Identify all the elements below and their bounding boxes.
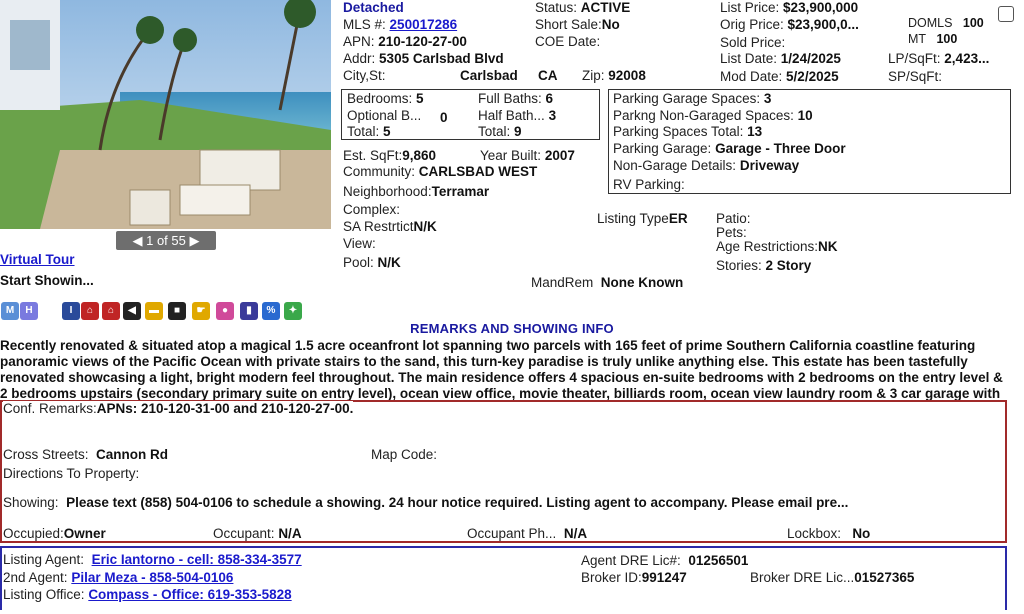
tag-icon[interactable]: ◀ — [123, 302, 141, 320]
sign-icon[interactable]: ■ — [168, 302, 186, 320]
city-row: City,St: — [343, 68, 386, 83]
photo-pager[interactable] — [116, 231, 216, 250]
total-baths-row: Total: 9 — [478, 124, 522, 139]
second-agent-link[interactable]: Pilar Meza - 858-504-0106 — [71, 570, 234, 585]
occupant-row: Occupant: N/A — [213, 526, 302, 541]
lockbox-row: Lockbox: No — [787, 526, 871, 541]
apn-row: APN: 210-120-27-00 — [343, 34, 467, 49]
short-sale-row: Short Sale:No — [535, 17, 620, 32]
sold-price-row: Sold Price: — [720, 35, 786, 50]
percent-icon[interactable]: % — [262, 302, 280, 320]
optional-row: Optional B... — [347, 108, 422, 123]
mls-link[interactable]: 250017286 — [389, 17, 458, 32]
neighborhood-row: Neighborhood:Terramar — [343, 184, 490, 199]
cross-streets-row: Cross Streets: Cannon Rd — [3, 447, 169, 462]
occupied-row: Occupied:Owner — [3, 526, 106, 541]
lp-sqft-row: LP/SqFt: 2,423... — [888, 51, 990, 66]
property-type: Detached — [343, 0, 404, 15]
view-row: View: — [343, 236, 376, 251]
chart-icon[interactable]: ▮ — [240, 302, 258, 320]
complex-row: Complex: — [343, 202, 401, 217]
next-arrow-icon[interactable]: ▶ — [189, 233, 200, 248]
select-checkbox[interactable] — [998, 6, 1014, 22]
parking-garage-row: Parking Garage: Garage - Three Door — [613, 141, 846, 156]
non-garaged-row: Parkng Non-Garaged Spaces: 10 — [613, 108, 813, 123]
broker-dre-row: Broker DRE Lic...01527365 — [750, 570, 915, 585]
mod-date-row: Mod Date: 5/2/2025 — [720, 69, 839, 84]
sp-sqft-row: SP/SqFt: — [888, 69, 943, 84]
list-price-row: List Price: $23,900,000 — [720, 0, 859, 15]
community-row: Community: CARLSBAD WEST — [343, 164, 538, 179]
virtual-tour-link[interactable]: Virtual Tour — [0, 252, 75, 267]
year-row: Year Built: 2007 — [480, 148, 575, 163]
broker-id-row: Broker ID:991247 — [581, 570, 687, 585]
second-agent-row: 2nd Agent: Pilar Meza - 858-504-0106 — [3, 570, 234, 585]
garage-spaces-row: Parking Garage Spaces: 3 — [613, 91, 772, 106]
directions-row: Directions To Property: — [3, 466, 140, 481]
listing-agent-row: Listing Agent: Eric Iantorno - cell: 858-334-3577 — [3, 552, 302, 567]
map-code-row: Map Code: — [371, 447, 438, 462]
non-garage-row: Non-Garage Details: Driveway — [613, 158, 800, 173]
public-remarks: Recently renovated & situated atop a magical 1.5 acre oceanfront lot spanning two parcels with 165 feet of prime Southern California coastline featuring panoramic views of the Pacific Ocean with private stairs to the sand, this turn-key paradise is truly unlike anything else. This estate has been tastefully renovated showcasing a light, bright modern feel throughout. The main residence offers 4 spacious en-suite bedrooms with 2 bedrooms on the entry level & 2 bedrooms upstairs (secondary primary suite on entry level), ocean view office, movie theater, billiards room, ocean view laundry room & 3 car garage with — [0, 338, 1003, 400]
state-value: CA — [538, 68, 558, 83]
info-icon[interactable]: I — [62, 302, 80, 320]
occupant-phone-row: Occupant Ph... N/A — [467, 526, 588, 541]
folder-icon[interactable]: ▬ — [145, 302, 163, 320]
age-row: Age Restrictions:NK — [716, 239, 838, 254]
agent-dre-row: Agent DRE Lic#: 01256501 — [581, 553, 749, 568]
showing-box — [0, 400, 1007, 543]
optional-value: 0 — [440, 110, 448, 125]
zip-row: Zip: 92008 — [582, 68, 646, 83]
sa-row: SA RestrtictN/K — [343, 219, 437, 234]
listing-type-row: Listing TypeER — [597, 211, 688, 226]
house-icon[interactable]: ⌂ — [81, 302, 99, 320]
globe-icon[interactable]: ● — [216, 302, 234, 320]
h-icon[interactable]: H — [20, 302, 38, 320]
m-icon[interactable]: M — [1, 302, 19, 320]
address-row: Addr: 5305 Carlsbad Blvd — [343, 51, 504, 66]
orig-price-row: Orig Price: $23,900,0... — [720, 17, 859, 32]
city-value: Carlsbad — [460, 68, 518, 83]
rv-parking-row: RV Parking: — [613, 177, 685, 192]
listing-photo[interactable] — [0, 0, 331, 229]
mls-row: MLS #: 250017286 — [343, 17, 458, 32]
domls-row: DOMLS 100 — [908, 16, 984, 30]
half-baths-row: Half Bath... 3 — [478, 108, 557, 123]
conf-remarks-row: Conf. Remarks:APNs: 210-120-31-00 and 210-120-27-00. — [3, 401, 354, 416]
house-alt-icon[interactable]: ⌂ — [102, 302, 120, 320]
list-date-row: List Date: 1/24/2025 — [720, 51, 841, 66]
bedrooms-row: Bedrooms: 5 — [347, 91, 424, 106]
pager-text: 1 of 55 — [146, 233, 186, 248]
sqft-row: Est. SqFt:9,860 — [343, 148, 437, 163]
total-rooms-row: Total: 5 — [347, 124, 391, 139]
parking-total-row: Parking Spaces Total: 13 — [613, 124, 763, 139]
showing-row: Showing: Please text (858) 504-0106 to schedule a showing. 24 hour notice required. Listing agent to accompany. Please email pre... — [3, 495, 849, 510]
prev-arrow-icon[interactable]: ◀ — [132, 233, 143, 248]
listing-office-link[interactable]: Compass - Office: 619-353-5828 — [88, 587, 292, 602]
listing-agent-link[interactable]: Eric Iantorno - cell: 858-334-3577 — [91, 552, 302, 567]
pointer-icon[interactable]: ☛ — [192, 302, 210, 320]
patio-row: Patio: — [716, 211, 751, 226]
listing-office-row: Listing Office: Compass - Office: 619-353-5828 — [3, 587, 292, 602]
remarks-title: REMARKS AND SHOWING INFO — [410, 321, 614, 336]
mt-row: MT 100 — [908, 32, 958, 46]
status-row: Status: ACTIVE — [535, 0, 631, 15]
stories-row: Stories: 2 Story — [716, 258, 812, 273]
full-baths-row: Full Baths: 6 — [478, 91, 554, 106]
mandrem-row: MandRem None Known — [531, 275, 684, 290]
walk-icon[interactable]: ✦ — [284, 302, 302, 320]
coe-row: COE Date: — [535, 34, 601, 49]
start-showing[interactable]: Start Showin... — [0, 273, 94, 288]
pool-row: Pool: N/K — [343, 255, 401, 270]
pets-row: Pets: — [716, 225, 747, 240]
